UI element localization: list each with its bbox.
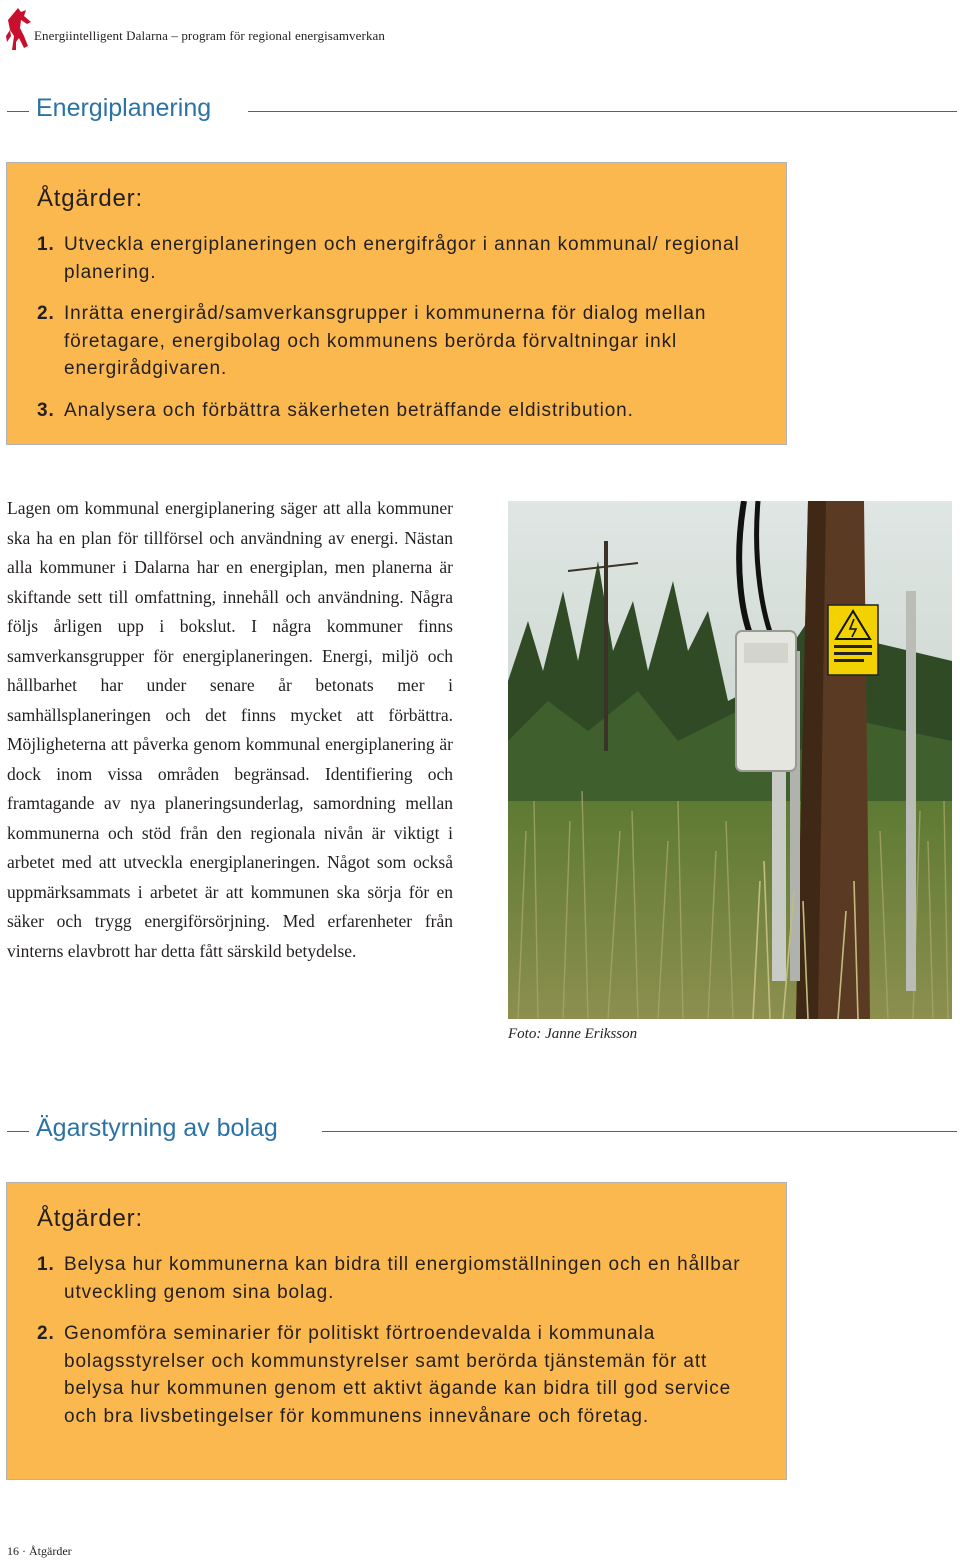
actions-heading: Åtgärder: — [37, 185, 143, 212]
heading-rule-left — [7, 111, 29, 112]
section-heading-energiplanering — [0, 94, 960, 128]
actions-box-1 — [6, 162, 787, 445]
action-number: 1. — [37, 1254, 55, 1275]
action-item — [37, 231, 766, 286]
red-horse-logo-icon — [4, 6, 34, 52]
action-item — [37, 300, 766, 383]
action-item — [37, 397, 766, 425]
action-number: 1. — [37, 234, 55, 255]
action-item — [37, 1251, 766, 1306]
running-title: Energiintelligent Dalarna – program för regional energisamverkan — [34, 28, 386, 43]
page-footer: 16 · Åtgärder — [7, 1544, 72, 1558]
action-text: Utveckla energiplaneringen och energifrågor i annan kommunal/ regional planering. — [64, 234, 740, 283]
heading-rule-right — [248, 111, 957, 112]
photo-caption: Foto: Janne Eriksson — [508, 1026, 638, 1042]
action-number: 3. — [37, 399, 55, 421]
section-heading-agarstyrning — [0, 1114, 960, 1148]
heading-rule-left — [7, 1131, 29, 1132]
actions-list — [37, 231, 766, 438]
section-title: Ägarstyrning av bolag — [36, 1114, 278, 1142]
action-number: 2. — [37, 1323, 55, 1344]
actions-list — [37, 1251, 766, 1444]
action-item — [37, 1320, 766, 1430]
action-text: Inrätta energiråd/samverkansgrupper i kommunerna för dialog mellan företagare, energibolag och kommunens berörda förvaltningar inkl energirådgivaren. — [64, 303, 707, 379]
heading-rule-right — [322, 1131, 957, 1132]
section-title: Energiplanering — [36, 94, 212, 122]
actions-box-2 — [6, 1182, 787, 1480]
body-paragraph: Lagen om kommunal energiplanering säger att alla kommuner ska ha en plan för tillförsel och användning av energi. Nästan alla kommuner i Dalarna har en energiplan, men planerna är skiftande sett till omfattning, innehåll och användning. Några följs årligen upp i bokslut. I några kommuner finns samverkansgrupper för energiplaneringen. Energi, miljö och hållbarhet har under senare år betonats mer i samhällsplaneringen och det finns mycket att förbättra. Möjligheterna att påverka genom kommunal energiplanering är dock inom vissa områden begränsad. Identifiering och framtagande av nya planeringsunderlag, samordning mellan kommunerna och stöd från den regionala nivån är viktigt i arbetet med att utveckla energiplaneringen. Något som också uppmärksammats i arbetet är att kommunen ska sörja för en säker och trygg energiförsörjning. Med erfarenheter från vinterns elavbrott har detta fått särskild betydelse. — [7, 498, 453, 961]
power-pole-photo — [508, 501, 952, 1019]
action-text: Belysa hur kommunerna kan bidra till energiomställningen och en hållbar utveckling genom sina bolag. — [64, 1254, 741, 1303]
photo-illustration — [508, 501, 952, 1019]
actions-heading: Åtgärder: — [37, 1205, 143, 1232]
action-number: 2. — [37, 303, 55, 324]
action-text: Genomföra seminarier för politiskt förtroendevalda i kommunala bolagsstyrelser och kommunstyrelser samt berörda tjänstemän för att belysa hur kommunen genom ett aktivt ägande kan bidra till god service och bra livsbetingelser för kommunens innevånare och företag. — [64, 1323, 732, 1427]
action-text: Analysera och förbättra säkerheten beträffande eldistribution. — [64, 399, 634, 421]
